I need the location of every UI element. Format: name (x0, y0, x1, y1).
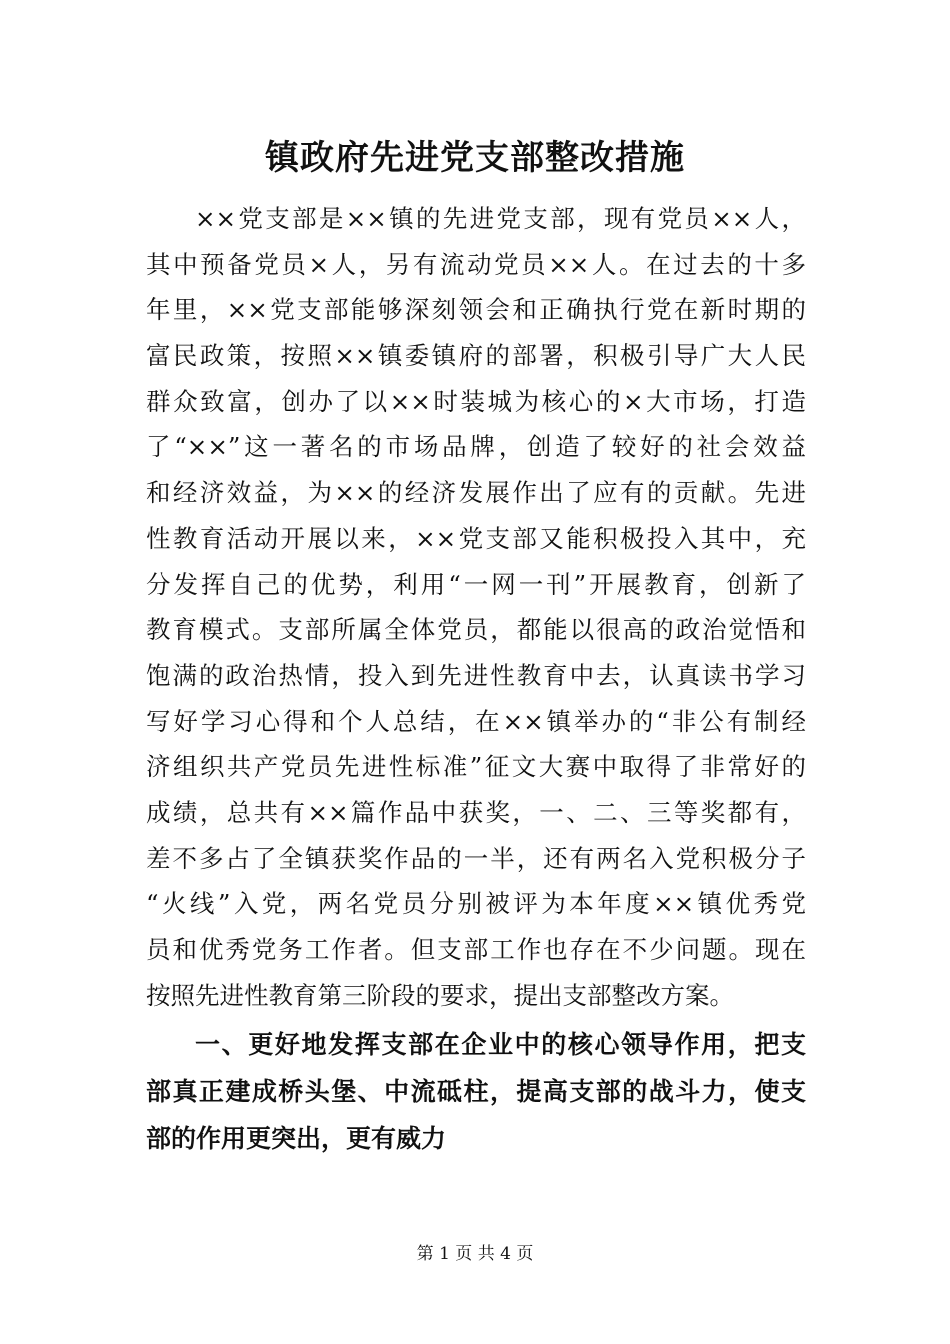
paragraph-line: 了“××”这一著名的市场品牌，创造了较好的社会效益 (146, 432, 806, 462)
paragraph-line: 性教育活动开展以来，××党支部又能积极投入其中，充 (146, 523, 806, 553)
page-number-footer: 第 1 页 共 4 页 (416, 1244, 534, 1264)
paragraph-line: 教育模式。支部所属全体党员，都能以很高的政治觉悟和 (146, 615, 806, 645)
paragraph-line: 其中预备党员×人，另有流动党员××人。在过去的十多 (146, 249, 806, 279)
paragraph-line: 按照先进性教育第三阶段的要求，提出支部整改方案。 (146, 980, 734, 1010)
paragraph-line: 年里，××党支部能够深刻领会和正确执行党在新时期的 (146, 295, 806, 325)
paragraph-line: ××党支部是××镇的先进党支部，现有党员××人， (195, 204, 806, 233)
paragraph-line: 济组织共产党员先进性标准”征文大赛中取得了非常好的 (146, 752, 806, 782)
paragraph-line: 员和优秀党务工作者。但支部工作也存在不少问题。现在 (146, 935, 806, 964)
paragraph-line: “火线”入党，两名党员分别被评为本年度××镇优秀党 (146, 889, 806, 919)
paragraph-line: 成绩，总共有××篇作品中获奖，一、二、三等奖都有， (146, 797, 806, 827)
paragraph-line: 富民政策，按照××镇委镇府的部署，积极引导广大人民 (146, 341, 806, 371)
section-heading-line: 部真正建成桥头堡、中流砥柱，提高支部的战斗力，使支 (146, 1077, 806, 1106)
document-title: 镇政府先进党支部整改措施 (265, 138, 685, 178)
paragraph-line: 差不多占了全镇获奖作品的一半，还有两名入党积极分子 (146, 843, 806, 873)
paragraph-line: 饱满的政治热情，投入到先进性教育中去，认真读书学习 (146, 660, 806, 690)
section-heading-line: 部的作用更突出，更有威力 (146, 1124, 447, 1153)
section-heading (146, 1021, 806, 1162)
section-heading-line: 一、更好地发挥支部在企业中的核心领导作用，把支 (195, 1030, 806, 1059)
paragraph-line: 群众致富，创办了以××时装城为核心的×大市场，打造 (146, 386, 806, 416)
paragraph-line: 和经济效益，为××的经济发展作出了应有的贡献。先进 (146, 478, 806, 508)
paragraph-line: 写好学习心得和个人总结，在××镇举办的“非公有制经 (146, 706, 806, 736)
intro-paragraph (146, 196, 806, 1018)
paragraph-line: 分发挥自己的优势，利用“一网一刊”开展教育，创新了 (146, 569, 806, 599)
